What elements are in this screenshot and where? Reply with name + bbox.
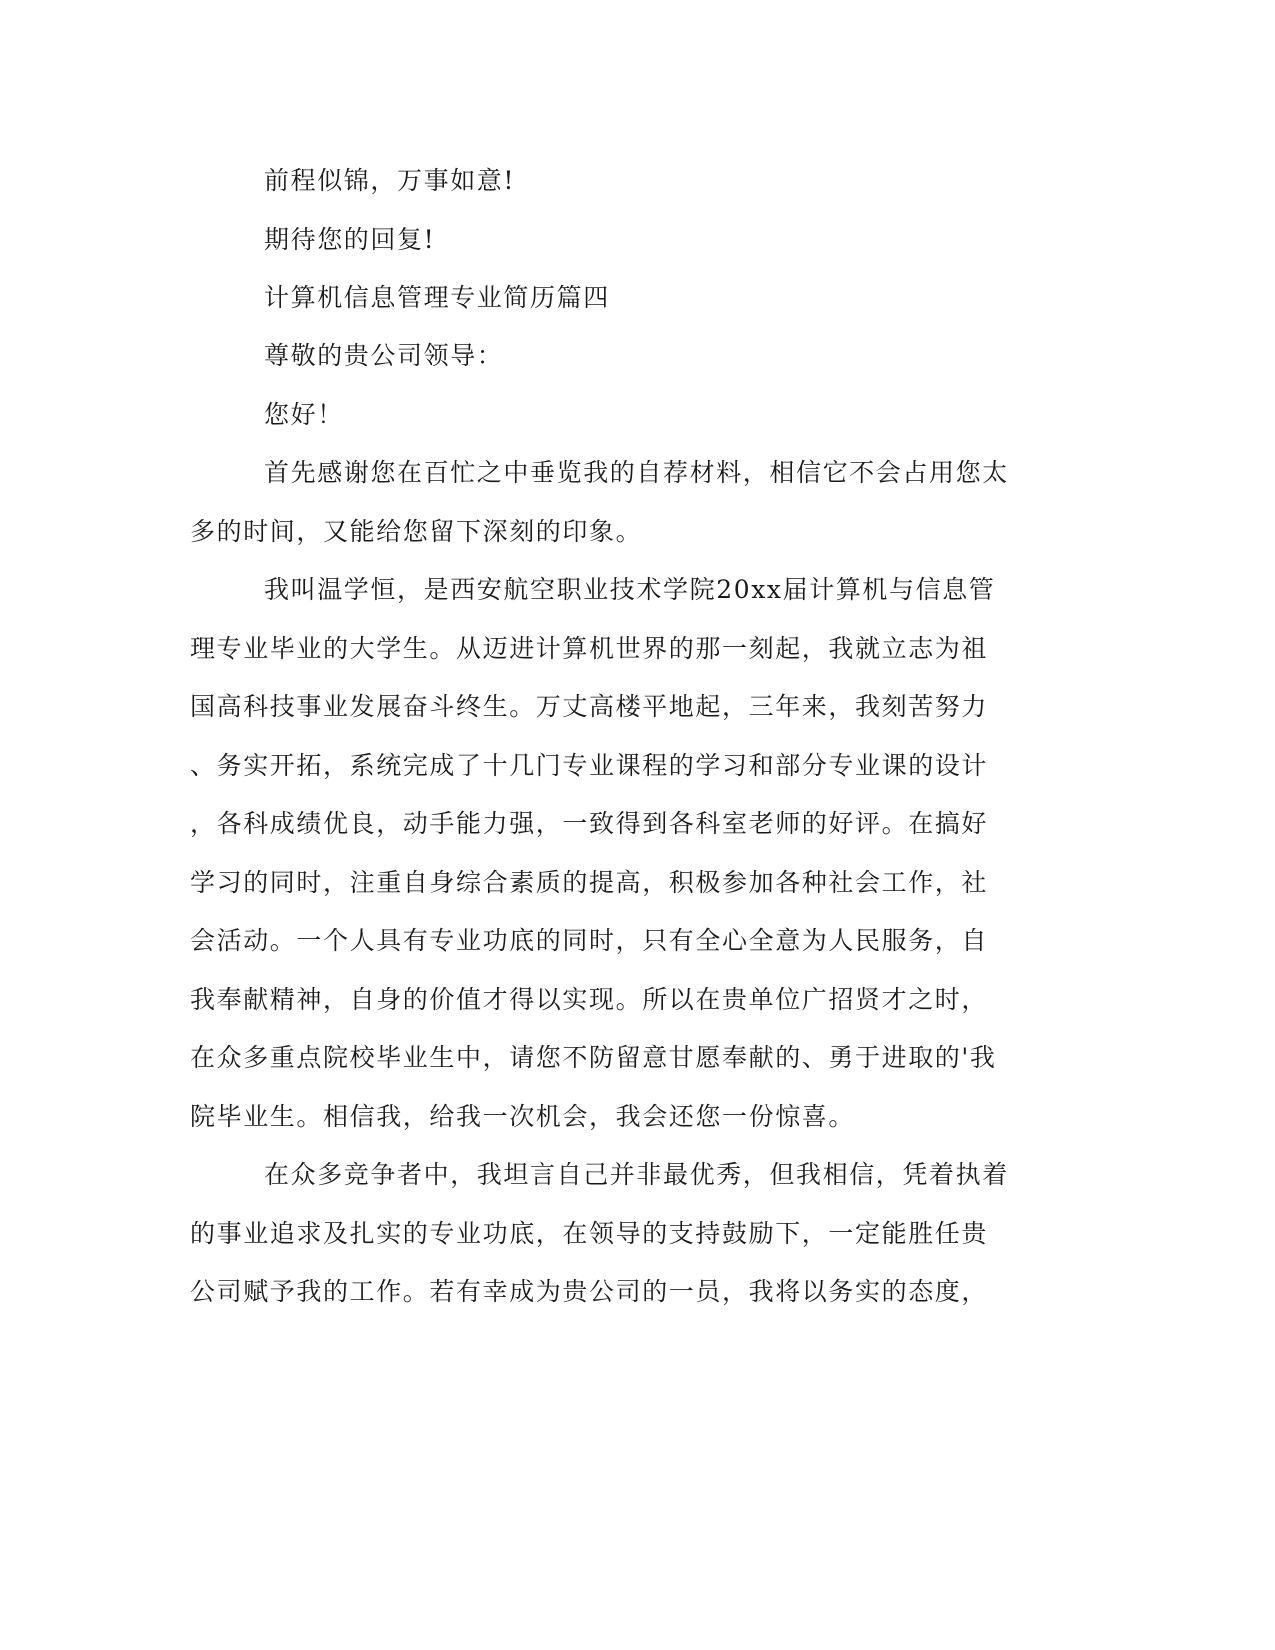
paragraph-2-line-6: 学习的同时，注重自身综合素质的提高，积极参加各种社会工作，社: [190, 868, 989, 897]
paragraph-2-line-10: 院毕业生。相信我，给我一次机会，我会还您一份惊喜。: [190, 1102, 856, 1131]
paragraph-2-line-5: ，各科成绩优良，动手能力强，一致得到各科室老师的好评。在搞好: [190, 809, 989, 838]
paragraph-1-line-1: 首先感谢您在百忙之中垂览我的自荐材料，相信它不会占用您太: [264, 458, 1009, 487]
closing-wish: 前程似锦，万事如意!: [264, 166, 516, 195]
paragraph-3-line-1: 在众多竞争者中，我坦言自己并非最优秀，但我相信，凭着执着: [264, 1160, 1009, 1189]
greeting: 您好！: [264, 400, 344, 429]
paragraph-2-line-2: 理专业毕业的大学生。从迈进计算机世界的那一刻起，我就立志为祖: [190, 634, 989, 663]
paragraph-2-line-4: 、务实开拓，系统完成了十几门专业课程的学习和部分专业课的设计: [190, 751, 989, 780]
closing-await-reply: 期待您的回复!: [264, 225, 436, 254]
paragraph-2-line-7: 会活动。一个人具有专业功底的同时，只有全心全意为人民服务，自: [190, 926, 989, 955]
paragraph-3-line-3: 公司赋予我的工作。若有幸成为贵公司的一员，我将以务实的态度，: [190, 1277, 989, 1306]
section-title: 计算机信息管理专业简历篇四: [264, 283, 610, 312]
paragraph-3-line-2: 的事业追求及扎实的专业功底，在领导的支持鼓励下，一定能胜任贵: [190, 1219, 989, 1248]
paragraph-2-line-9: 在众多重点院校毕业生中，请您不防留意甘愿奉献的、勇于进取的'我: [190, 1043, 997, 1072]
paragraph-1-line-2: 多的时间，又能给您留下深刻的印象。: [190, 517, 643, 546]
salutation: 尊敬的贵公司领导：: [264, 341, 504, 370]
paragraph-2-line-8: 我奉献精神，自身的价值才得以实现。所以在贵单位广招贤才之时，: [190, 985, 989, 1014]
paragraph-2-line-3: 国高科技事业发展奋斗终生。万丈高楼平地起，三年来，我刻苦努力: [190, 692, 989, 721]
paragraph-2-line-1: 我叫温学恒，是西安航空职业技术学院20xx届计算机与信息管: [264, 575, 996, 604]
